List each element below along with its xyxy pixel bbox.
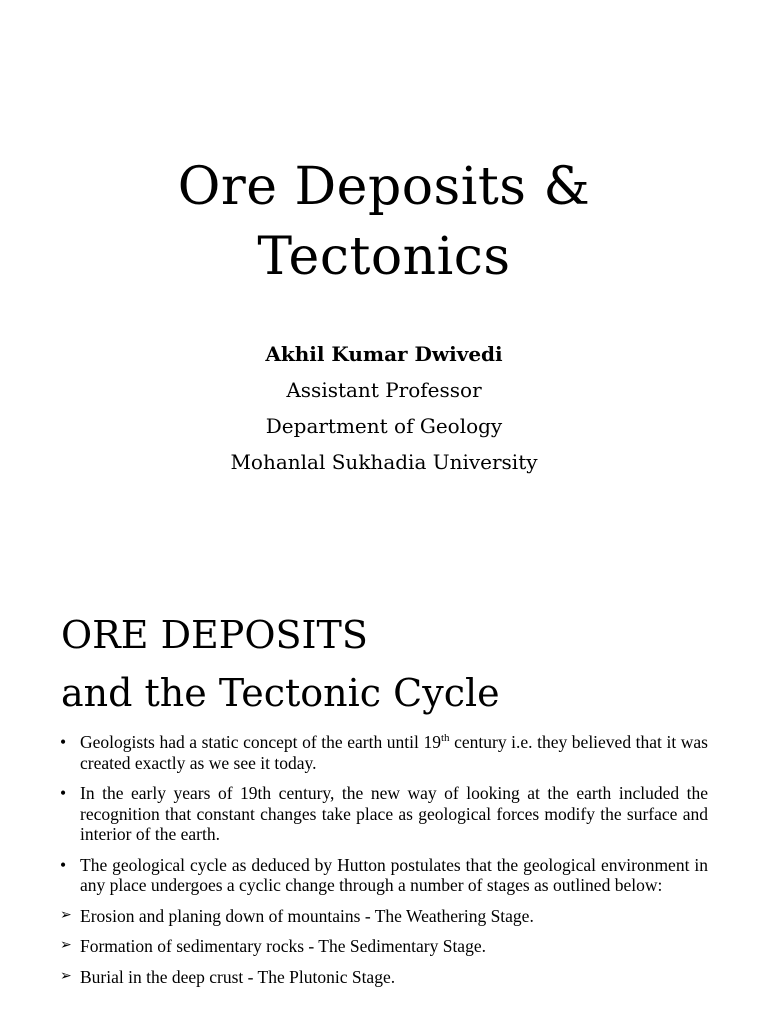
heading-line-2: and the Tectonic Cycle [61, 671, 500, 715]
bullet-icon: • [60, 854, 67, 875]
arrow-bullet-icon: ➢ [60, 938, 72, 953]
university: Mohanlal Sukhadia University [230, 450, 538, 474]
bullet-text-part: Geologists had a static concept of the earth until 19 [80, 732, 441, 752]
stage-text: Erosion and planing down of mountains - The Weathering Stage. [80, 905, 534, 926]
bullet-item [60, 732, 708, 773]
stage-item [60, 936, 708, 957]
author-title: Assistant Professor [286, 378, 482, 402]
bullet-icon: • [60, 732, 67, 752]
bullet-text: In the early years of 19th century, the new way of looking at the earth included the recognition that constant changes take place as geological forces modify the surface and interior of the earth. [80, 783, 708, 844]
superscript: th [440, 732, 450, 745]
slide-heading [61, 606, 500, 722]
bullet-icon: • [60, 783, 67, 803]
bullet-text-part: century i.e. they believed that it was created exactly as we see it today. [80, 732, 708, 773]
stage-text: Formation of sedimentary rocks - The Sedimentary Stage. [80, 936, 486, 956]
stage-text: Burial in the deep crust - The Plutonic Stage. [80, 966, 396, 987]
author-block [0, 336, 768, 480]
stage-item [60, 906, 708, 927]
bullet-text [80, 732, 708, 773]
bullet-item [60, 783, 708, 845]
stage-item [60, 967, 708, 988]
department: Department of Geology [265, 414, 503, 438]
title-line-2: Tectonics [257, 227, 511, 287]
arrow-bullet-icon: ➢ [60, 907, 72, 923]
arrow-bullet-icon: ➢ [60, 968, 72, 984]
bullet-item [60, 855, 708, 896]
bullet-text: The geological cycle as deduced by Hutton postulates that the geological environment in any place undergoes a cyclic change through a number of stages as outlined below: [80, 854, 708, 895]
presentation-title [0, 152, 768, 292]
heading-line-1: ORE DEPOSITS [61, 613, 368, 657]
author-name: Akhil Kumar Dwivedi [265, 342, 503, 366]
slide-content [60, 732, 708, 997]
title-line-1: Ore Deposits & [177, 157, 591, 217]
content-slide [0, 576, 768, 1024]
